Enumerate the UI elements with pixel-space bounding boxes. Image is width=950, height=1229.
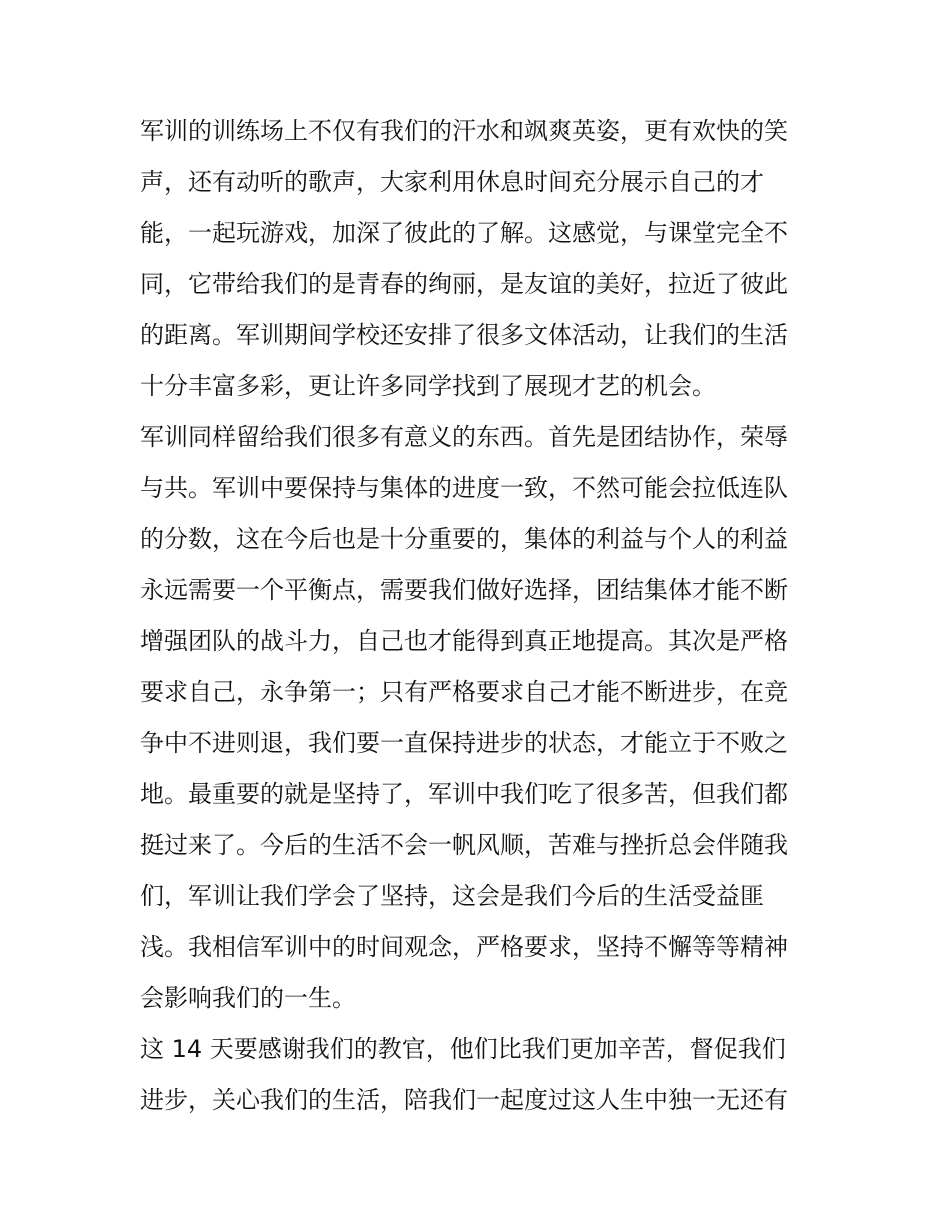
- text-line: 声，还有动听的歌声，大家利用休息时间充分展示自己的才: [140, 168, 764, 196]
- text-line: 十分丰富多彩，更让许多同学找到了展现才艺的机会。: [140, 372, 716, 400]
- text-line: 能，一起玩游戏，加深了彼此的了解。这感觉，与课堂完全不: [140, 219, 788, 247]
- text-line: 军训的训练场上不仅有我们的汗水和飒爽英姿，更有欢快的笑: [140, 117, 788, 145]
- text-line: 争中不进则退，我们要一直保持进步的状态，才能立于不败之: [140, 729, 788, 757]
- text-line: 地。最重要的就是坚持了，军训中我们吃了很多苦，但我们都: [140, 780, 788, 808]
- text-line: 们，军训让我们学会了坚持，这会是我们今后的生活受益匪: [140, 882, 764, 910]
- text-line: 增强团队的战斗力，自己也才能得到真正地提高。其次是严格: [140, 627, 788, 655]
- text-line: 永远需要一个平衡点，需要我们做好选择，团结集体才能不断: [140, 576, 788, 604]
- text-line: 挺过来了。今后的生活不会一帆风顺，苦难与挫折总会伴随我: [140, 831, 788, 859]
- text-line: 这 14 天要感谢我们的教官，他们比我们更加辛苦，督促我们: [140, 1035, 786, 1063]
- text-line: 的距离。军训期间学校还安排了很多文体活动，让我们的生活: [140, 321, 788, 349]
- text-line: 进步，关心我们的生活，陪我们一起度过这人生中独一无还有: [140, 1086, 788, 1114]
- text-line: 同，它带给我们的是青春的绚丽，是友谊的美好，拉近了彼此: [140, 270, 788, 298]
- body-text: [140, 106, 812, 1126]
- text-line: 会影响我们的一生。: [140, 984, 356, 1012]
- text-line: 军训同样留给我们很多有意义的东西。首先是团结协作，荣辱: [140, 423, 788, 451]
- text-line: 的分数，这在今后也是十分重要的，集体的利益与个人的利益: [140, 525, 788, 553]
- text-line: 浅。我相信军训中的时间观念，严格要求，坚持不懈等等精神: [140, 933, 788, 961]
- text-line: 要求自己，永争第一；只有严格要求自己才能不断进步，在竞: [140, 678, 788, 706]
- text-line: 与共。军训中要保持与集体的进度一致，不然可能会拉低连队: [140, 474, 788, 502]
